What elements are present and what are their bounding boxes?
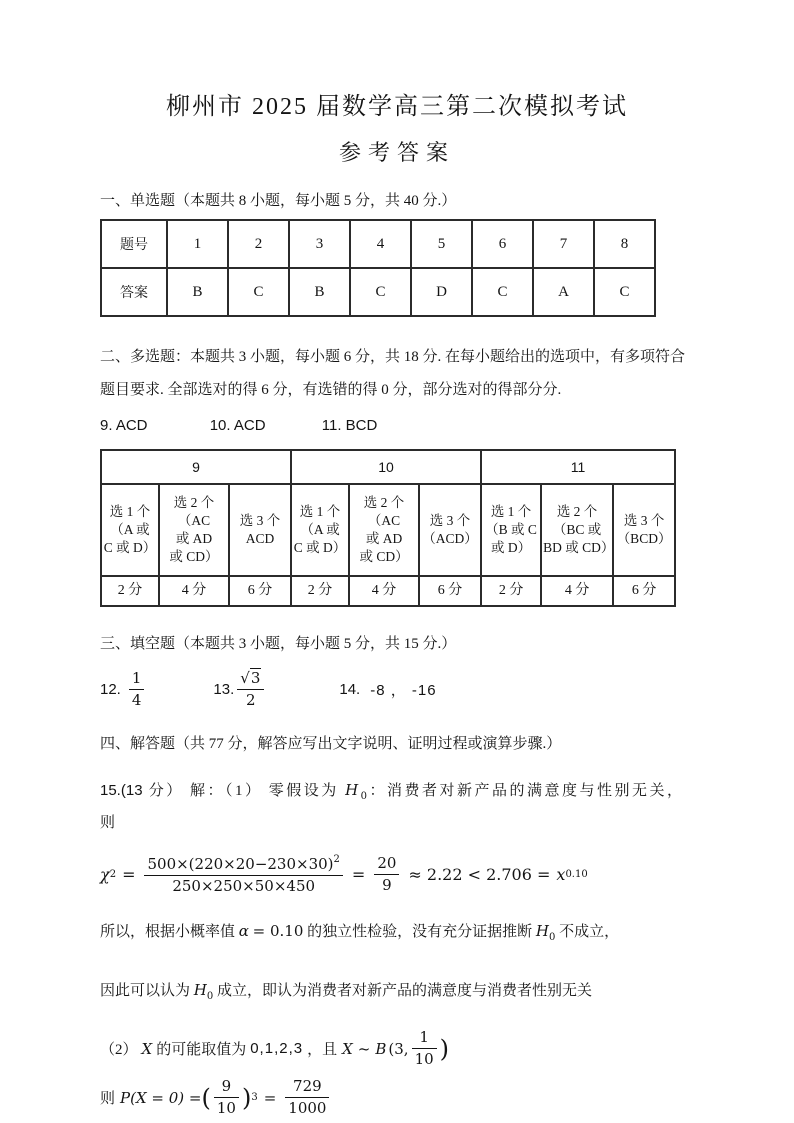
question-number-cell: 8 bbox=[594, 220, 655, 268]
alpha-symbol: α bbox=[238, 922, 249, 940]
conclusion2-text-b: 成立，即认为消费者对新产品的满意度与消费者性别无关 bbox=[216, 983, 592, 999]
conclusion1-text-c: 不成立， bbox=[559, 924, 620, 940]
q10-pick3-cell: 选 3 个 （ACD） bbox=[419, 484, 481, 576]
h0-subscript-3: 0 bbox=[206, 991, 214, 1002]
conclusion-line-1 bbox=[100, 917, 694, 952]
answer-q11: 11. BCD bbox=[321, 417, 378, 434]
question-number-cell: 1 bbox=[167, 220, 228, 268]
q11-score1-cell: 2 分 bbox=[481, 576, 541, 606]
question-number-cell: 5 bbox=[411, 220, 472, 268]
possible-values: 0,1,2,3 bbox=[250, 1040, 304, 1057]
chi-exponent: 2 bbox=[109, 869, 117, 880]
q9-pick1-cell: 选 1 个 （A 或 C 或 D） bbox=[101, 484, 159, 576]
section-3-heading: 三、填空题（本题共 3 小题，每小题 5 分，共 15 分.） bbox=[100, 636, 457, 652]
critical-value-subscript: 0.10 bbox=[565, 869, 588, 880]
q15-colon: ： bbox=[369, 783, 388, 799]
h0-symbol-3: H bbox=[193, 981, 207, 999]
q10-pick2-cell: 选 2 个 （AC 或 AD 或 CD） bbox=[349, 484, 419, 576]
section-2-heading-line1: 二、多选题：本题共 3 小题，每小题 6 分，共 18 分. 在每小题给出的选项中，有多项符合 bbox=[100, 349, 686, 365]
conclusion1-text-b: 的独立性检验，没有充分证据推断 bbox=[307, 924, 533, 940]
chi-square-formula bbox=[100, 854, 694, 895]
q12-label: 12. bbox=[100, 680, 121, 698]
chi-symbol: χ bbox=[100, 865, 110, 884]
q15-number: 15.(13 bbox=[100, 782, 143, 799]
q13-answer-fraction bbox=[237, 670, 264, 709]
h0-subscript: 0 bbox=[360, 791, 370, 802]
binomial-symbol: B bbox=[375, 1039, 387, 1058]
equals-sign: = bbox=[122, 865, 136, 884]
answer-cell: A bbox=[533, 268, 594, 316]
chi-numerator-exponent: 2 bbox=[333, 854, 340, 865]
probability-line bbox=[100, 1078, 694, 1117]
question-number-cell: 4 bbox=[350, 220, 411, 268]
pline-fraction-1 bbox=[214, 1078, 239, 1117]
q9-score2-cell: 4 分 bbox=[159, 576, 229, 606]
question-10-header: 10 bbox=[291, 450, 481, 484]
comparison-expression: ≈ 2.22 < 2.706 = bbox=[408, 865, 551, 884]
q10-score1-cell: 2 分 bbox=[291, 576, 349, 606]
pline-exponent: 3 bbox=[251, 1092, 258, 1103]
answer-key-subtitle: 参考答案 bbox=[338, 140, 455, 165]
q12-denominator: 4 bbox=[131, 690, 142, 709]
critical-value-symbol: x bbox=[556, 865, 566, 884]
answer-cell: B bbox=[167, 268, 228, 316]
exam-title: 柳州市 2025 届数学高三第二次模拟考试 bbox=[166, 94, 628, 120]
equals-sign-2: = bbox=[351, 865, 366, 884]
q11-score3-cell: 6 分 bbox=[613, 576, 675, 606]
pline-prefix: 则 bbox=[100, 1091, 116, 1107]
q10-score2-cell: 4 分 bbox=[349, 576, 419, 606]
question-number-cell: 7 bbox=[533, 220, 594, 268]
part2-text-2: ，且 bbox=[307, 1042, 338, 1058]
q11-pick3-cell: 选 3 个 （BCD） bbox=[613, 484, 675, 576]
close-paren: ) bbox=[439, 1034, 450, 1063]
answer-cell: C bbox=[472, 268, 533, 316]
q13-denominator: 2 bbox=[246, 690, 256, 709]
pline-open-paren: ( bbox=[201, 1083, 211, 1112]
question-number-cell: 6 bbox=[472, 220, 533, 268]
conclusion-line-2 bbox=[100, 976, 694, 1011]
x-variable: X bbox=[141, 1039, 153, 1058]
question-11-header: 11 bbox=[481, 450, 675, 484]
pline-frac2-den: 1000 bbox=[288, 1099, 327, 1117]
multi-choice-scoring-table bbox=[100, 449, 676, 607]
q13-label: 13. bbox=[213, 680, 235, 698]
single-choice-answer-table bbox=[100, 219, 656, 317]
result-numerator: 20 bbox=[374, 855, 399, 875]
binomial-frac-num: 1 bbox=[412, 1029, 437, 1049]
q15-part2-line bbox=[100, 1029, 694, 1068]
row-header-answer: 答案 bbox=[101, 268, 167, 316]
q12-numerator: 1 bbox=[129, 670, 145, 690]
section-2-heading bbox=[100, 341, 694, 407]
chi-main-fraction bbox=[144, 854, 342, 895]
q11-score2-cell: 4 分 bbox=[541, 576, 613, 606]
probability-expression: P(X = 0) = bbox=[120, 1088, 202, 1107]
result-denominator: 9 bbox=[382, 876, 392, 894]
answer-cell: C bbox=[228, 268, 289, 316]
binomial-fraction bbox=[412, 1029, 437, 1068]
h0-symbol: H bbox=[345, 781, 361, 799]
binomial-frac-den: 10 bbox=[414, 1050, 434, 1068]
pline-equals: = bbox=[263, 1088, 277, 1107]
multi-choice-answers-line bbox=[100, 413, 694, 439]
q9-score3-cell: 6 分 bbox=[229, 576, 291, 606]
scoring-table-question-row bbox=[101, 450, 675, 484]
answer-cell: D bbox=[411, 268, 472, 316]
x-variable-2: X bbox=[342, 1039, 353, 1058]
answer-q10: 10. ACD bbox=[209, 417, 266, 434]
conclusion1-text-a: 所以，根据小概率值 bbox=[100, 924, 236, 940]
q15-intro-text: 分） 解：（1） 零假设为 bbox=[148, 783, 339, 799]
alpha-value: = 0.10 bbox=[252, 922, 304, 940]
q10-pick1-cell: 选 1 个 （A 或 C 或 D） bbox=[291, 484, 349, 576]
answer-cell: C bbox=[350, 268, 411, 316]
q13-numerator bbox=[237, 670, 264, 690]
answer-q9: 9. ACD bbox=[100, 417, 148, 434]
scoring-table-score-row bbox=[101, 576, 675, 606]
q9-pick3-cell: 选 3 个 ACD bbox=[229, 484, 291, 576]
part2-prefix: （2） bbox=[100, 1042, 138, 1058]
question-number-row bbox=[101, 220, 655, 268]
q11-pick1-cell: 选 1 个 （B 或 C 或 D） bbox=[481, 484, 541, 576]
h0-symbol-2: H bbox=[535, 922, 550, 940]
answer-cell: C bbox=[594, 268, 655, 316]
q15-hypothesis-text: 消费者对新产品的满意度与性别无关，则 bbox=[100, 783, 685, 831]
q15-statement-line bbox=[100, 777, 694, 836]
q14-answer: -8 ， -16 bbox=[370, 681, 437, 699]
answer-row bbox=[101, 268, 655, 316]
q13-radicand: 3 bbox=[250, 668, 261, 687]
pline-close-paren: ) bbox=[241, 1083, 252, 1112]
row-header-question-number: 题号 bbox=[101, 220, 167, 268]
q10-score3-cell: 6 分 bbox=[419, 576, 481, 606]
answer-cell: B bbox=[289, 268, 350, 316]
tilde-operator: ~ bbox=[357, 1039, 371, 1058]
conclusion2-text-a: 因此可以认为 bbox=[100, 983, 191, 999]
pline-frac1-num: 9 bbox=[214, 1078, 239, 1098]
chi-fraction-numerator bbox=[144, 854, 342, 876]
fill-in-answers-line bbox=[100, 665, 694, 713]
q11-pick2-cell: 选 2 个 （BC 或 BD 或 CD） bbox=[541, 484, 613, 576]
pline-fraction-2 bbox=[285, 1078, 329, 1117]
q12-answer-fraction bbox=[129, 670, 145, 709]
pline-frac2-num: 729 bbox=[285, 1078, 329, 1098]
q14-label: 14. bbox=[339, 680, 361, 698]
h0-subscript-2: 0 bbox=[549, 932, 556, 943]
q9-pick2-cell: 选 2 个 （AC 或 AD 或 CD） bbox=[159, 484, 229, 576]
question-number-cell: 2 bbox=[228, 220, 289, 268]
chi-numerator-expression: 500×(220×20−230×30) bbox=[147, 855, 334, 873]
scoring-table-option-row bbox=[101, 484, 675, 576]
section-4-heading: 四、解答题（共 77 分，解答应写出文字说明、证明过程或演算步骤.） bbox=[100, 736, 562, 752]
section-2-heading-line2: 题目要求. 全部选对的得 6 分，有选错的得 0 分，部分选对的得部分分. bbox=[100, 382, 562, 398]
binomial-args: (3, bbox=[388, 1039, 409, 1058]
question-number-cell: 3 bbox=[289, 220, 350, 268]
chi-result-fraction bbox=[374, 855, 399, 894]
question-9-header: 9 bbox=[101, 450, 291, 484]
part2-text-1: 的可能取值为 bbox=[156, 1042, 247, 1058]
pline-frac1-den: 10 bbox=[216, 1099, 236, 1117]
q9-score1-cell: 2 分 bbox=[101, 576, 159, 606]
radical-sign: √ bbox=[240, 668, 250, 687]
chi-fraction-denominator: 250×250×50×450 bbox=[172, 877, 316, 895]
section-1-heading: 一、单选题（本题共 8 小题，每小题 5 分，共 40 分.） bbox=[100, 193, 457, 209]
